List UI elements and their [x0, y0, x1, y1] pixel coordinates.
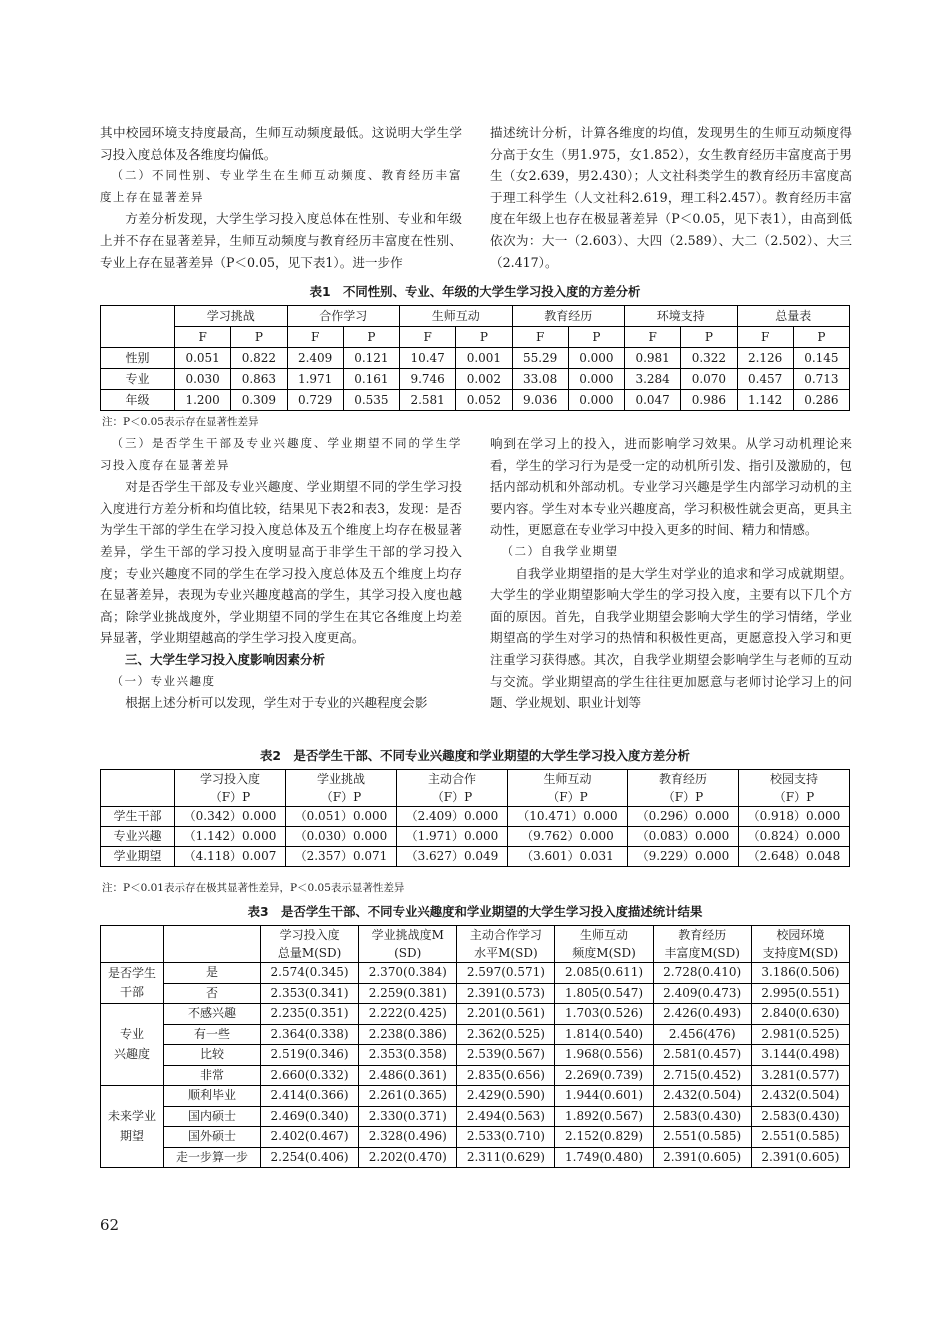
table-cell: （9.229）0.000 — [627, 847, 738, 867]
table-cell: 2.581(0.457) — [653, 1045, 751, 1066]
table-cell: 2.432(0.504) — [751, 1086, 849, 1107]
column-header: F — [625, 327, 681, 348]
table-cell: 0.051 — [175, 348, 231, 369]
table-cell: 2.370(0.384) — [359, 963, 457, 984]
column-header — [507, 770, 627, 807]
table1-note: 注：P＜0.05表示存在显著性差异 — [102, 416, 259, 428]
table-cell: 2.715(0.452) — [653, 1065, 751, 1086]
table-cell: 0.822 — [231, 348, 287, 369]
table-cell: 3.284 — [625, 369, 681, 390]
table-cell: 2.981(0.525) — [751, 1024, 849, 1045]
column-header: F — [287, 327, 343, 348]
table-cell: 3.186(0.506) — [751, 963, 849, 984]
table-cell: （2.409）0.000 — [396, 807, 507, 827]
table-cell: （0.030）0.000 — [285, 827, 396, 847]
table-row — [101, 1127, 850, 1148]
table-cell: 1.805(0.547) — [555, 983, 653, 1004]
table-cell: 2.728(0.410) — [653, 963, 751, 984]
header-subline: 总量M(SD) — [277, 946, 342, 960]
group-label-line: 兴趣度 — [113, 1046, 150, 1061]
header-subline: (SD) — [394, 946, 422, 960]
table-cell: 0.000 — [568, 369, 624, 390]
table-cell: 2.597(0.571) — [457, 963, 555, 984]
table-cell: 2.391(0.573) — [457, 983, 555, 1004]
corner-cell — [101, 770, 175, 807]
table-cell: 1.944(0.601) — [555, 1086, 653, 1107]
subsection-heading: （二）自我学业期望 — [501, 543, 619, 558]
table-cell: 0.000 — [568, 390, 624, 411]
table-cell: 2.995(0.551) — [751, 983, 849, 1004]
column-header — [285, 770, 396, 807]
table-row — [101, 1086, 850, 1107]
table-cell: 2.583(0.430) — [653, 1106, 751, 1127]
table-cell: 1.971 — [287, 369, 343, 390]
column-header: P — [793, 327, 849, 348]
table-cell: （3.601）0.031 — [507, 847, 627, 867]
table-cell: （1.971）0.000 — [396, 827, 507, 847]
paragraph: 自我学业期望指的是大学生对学业的追求和学习成就期望。大学生的学业期望影响大学生的学习投入度，主要有以下几个方面的原因。首先，自我学业期望会影响大学生的学习情绪，学业期望高的学生对学习的热情和积极性更高，更愿意投入学习和更注重学习获得感。其次，自我学业期望会影响学生与老师的互动与交流。学业期望高的学生往往更加愿意与老师讨论学习上的问题、学业规划、职业计划等 — [490, 565, 852, 711]
header-line: 教育经历 — [658, 772, 707, 786]
header-line: 学习投入度 — [199, 772, 260, 786]
table-cell: （0.918）0.000 — [738, 807, 849, 827]
table-row — [101, 1147, 850, 1168]
table-cell: 2.409(0.473) — [653, 983, 751, 1004]
subheader-row — [101, 327, 850, 348]
column-header: P — [456, 327, 512, 348]
group-label-line: 干部 — [119, 985, 144, 999]
table-cell: 0.145 — [793, 348, 849, 369]
table-cell: （0.824）0.000 — [738, 827, 849, 847]
group-label-line: 是否学生 — [107, 965, 156, 980]
table-cell: 2.353(0.358) — [359, 1045, 457, 1066]
table-cell: 0.002 — [456, 369, 512, 390]
table-cell: 2.235(0.351) — [261, 1004, 359, 1025]
table3 — [100, 925, 850, 1168]
table-cell: 2.660(0.332) — [261, 1065, 359, 1086]
column-header: F — [400, 327, 456, 348]
table-cell: 2.259(0.381) — [359, 983, 457, 1004]
row-label: 是 — [164, 963, 261, 984]
table-cell: 2.152(0.829) — [555, 1127, 653, 1148]
table-cell: 2.426(0.493) — [653, 1004, 751, 1025]
table-cell: 2.222(0.425) — [359, 1004, 457, 1025]
table-row — [101, 1045, 850, 1066]
row-label: 学生干部 — [101, 807, 175, 827]
table-cell: 9.746 — [400, 369, 456, 390]
column-header — [627, 770, 738, 807]
header-subline: （F）P — [320, 790, 362, 804]
header-subline: （F）P — [547, 790, 588, 804]
header-line: 教育经历 — [678, 928, 727, 942]
column-group-header: 环境支持 — [625, 306, 738, 327]
table-cell: 0.001 — [456, 348, 512, 369]
subsection-heading: （一）专业兴趣度 — [111, 673, 216, 688]
table-cell: 2.519(0.346) — [261, 1045, 359, 1066]
header-subline: （F）P — [431, 790, 473, 804]
table-cell: 2.583(0.430) — [751, 1106, 849, 1127]
table-cell: 0.052 — [456, 390, 512, 411]
table-row — [101, 1106, 850, 1127]
table-row — [101, 1065, 850, 1086]
header-line: 校园环境 — [776, 928, 825, 942]
group-label-line: 专业 — [119, 1027, 144, 1041]
table-row — [101, 369, 850, 390]
row-label: 年级 — [101, 390, 175, 411]
column-header — [751, 926, 849, 963]
column-header — [396, 770, 507, 807]
table-cell: 0.309 — [231, 390, 287, 411]
header-subline: 丰富度M(SD) — [664, 946, 740, 960]
table-cell: 0.070 — [681, 369, 737, 390]
table-cell: 2.201(0.561) — [457, 1004, 555, 1025]
table-cell: 2.551(0.585) — [653, 1127, 751, 1148]
column-group-header: 总量表 — [737, 306, 850, 327]
table-cell: 2.539(0.567) — [457, 1045, 555, 1066]
table-cell: 0.286 — [793, 390, 849, 411]
header-row — [101, 306, 850, 327]
column-header — [261, 926, 359, 963]
table-cell: 3.144(0.498) — [751, 1045, 849, 1066]
column-header — [457, 926, 555, 963]
table-cell: 1.200 — [175, 390, 231, 411]
table-cell: （0.342）0.000 — [175, 807, 286, 827]
row-label: 走一步算一步 — [164, 1147, 261, 1168]
table-row — [101, 847, 850, 867]
table-row — [101, 1024, 850, 1045]
left-column-top — [100, 122, 462, 273]
header-subline: （F）P — [209, 790, 251, 804]
table1 — [100, 305, 850, 411]
table-cell: 2.840(0.630) — [751, 1004, 849, 1025]
header-subline: 频度M(SD) — [572, 946, 636, 960]
header-line: 生师互动 — [543, 772, 592, 786]
table-cell: 2.126 — [737, 348, 793, 369]
table-cell: 3.281(0.577) — [751, 1065, 849, 1086]
header-line: 生师互动 — [580, 928, 629, 942]
column-header: F — [737, 327, 793, 348]
table-cell: 2.391(0.605) — [653, 1147, 751, 1168]
table2-caption: 表2 是否学生干部、不同专业兴趣度和学业期望的大学生学习投入度方差分析 — [260, 748, 690, 763]
table-cell: 2.574(0.345) — [261, 963, 359, 984]
table-row — [101, 807, 850, 827]
table-cell: 2.085(0.611) — [555, 963, 653, 984]
table1-caption: 表1 不同性别、专业、年级的大学生学习投入度的方差分析 — [309, 284, 641, 299]
table-cell: 0.161 — [343, 369, 399, 390]
table-cell: 10.47 — [400, 348, 456, 369]
table-cell: 33.08 — [512, 369, 568, 390]
table-cell: 0.457 — [737, 369, 793, 390]
header-subline: 支持度M(SD) — [762, 946, 839, 960]
table-cell: 1.749(0.480) — [555, 1147, 653, 1168]
table-cell: （3.627）0.049 — [396, 847, 507, 867]
table-cell: 2.469(0.340) — [261, 1106, 359, 1127]
paragraph: 根据上述分析可以发现，学生对于专业的兴趣程度会影 — [125, 695, 428, 711]
table-row — [101, 983, 850, 1004]
table-cell: 1.142 — [737, 390, 793, 411]
header-subline: （F）P — [662, 790, 704, 804]
header-line: 主动合作学习 — [469, 928, 542, 942]
column-header — [653, 926, 751, 963]
left-column-middle — [100, 433, 462, 714]
table-cell: 2.391(0.605) — [751, 1147, 849, 1168]
table-cell: 0.322 — [681, 348, 737, 369]
table-cell: 1.968(0.556) — [555, 1045, 653, 1066]
column-header: P — [568, 327, 624, 348]
corner-cell — [101, 306, 175, 348]
table-cell: 0.729 — [287, 390, 343, 411]
table-cell: （2.648）0.048 — [738, 847, 849, 867]
row-label: 专业兴趣 — [101, 827, 175, 847]
row-label: 专业 — [101, 369, 175, 390]
paragraph: 方差分析发现，大学生学习投入度总体在性别、专业和年级上并不存在显著差异，生师互动频度与教育经历丰富度在性别、专业上存在显著差异（P＜0.05，见下表1）。进一步作 — [100, 211, 462, 270]
table-cell: 2.330(0.371) — [359, 1106, 457, 1127]
table-cell: 0.030 — [175, 369, 231, 390]
table-cell: 2.311(0.629) — [457, 1147, 555, 1168]
column-header: F — [175, 327, 231, 348]
row-label: 否 — [164, 983, 261, 1004]
paragraph: 对是否学生干部及专业兴趣度、学业期望不同的学生学习投入度进行方差分析和均值比较，结果见下表2和表3，发现：是否为学生干部的学生在学习投入度总体及五个维度上均存在极显著差异，学生干部的学习投入度明显高于非学生干部的学习投入度；专业兴趣度不同的学生在学习投入度总体及五个维度上均存在显著差异，表现为专业兴趣度越高的学生，其学习投入度也越高；除学业挑战度外，学业期望不同的学生在其它各维度上均差异显著，学业期望越高的学生学习投入度更高。 — [100, 479, 462, 646]
corner-cell — [164, 926, 261, 963]
table-cell: 2.364(0.338) — [261, 1024, 359, 1045]
table-cell: 1.892(0.567) — [555, 1106, 653, 1127]
column-header: P — [231, 327, 287, 348]
table-cell: 2.409 — [287, 348, 343, 369]
table-row — [101, 390, 850, 411]
column-header: P — [343, 327, 399, 348]
header-row — [101, 770, 850, 807]
table-cell: 55.29 — [512, 348, 568, 369]
right-column-middle — [490, 433, 852, 714]
page-number: 62 — [100, 1216, 120, 1234]
table-row — [101, 348, 850, 369]
table-cell: 2.494(0.563) — [457, 1106, 555, 1127]
row-group-label — [101, 1086, 164, 1168]
column-header: P — [681, 327, 737, 348]
table-cell: 2.353(0.341) — [261, 983, 359, 1004]
row-label: 学业期望 — [101, 847, 175, 867]
column-header — [175, 770, 286, 807]
table-cell: （9.762）0.000 — [507, 827, 627, 847]
table-cell: 2.238(0.386) — [359, 1024, 457, 1045]
header-line: 主动合作 — [427, 772, 476, 786]
table-cell: （10.471）0.000 — [507, 807, 627, 827]
table-cell: 2.429(0.590) — [457, 1086, 555, 1107]
header-subline: （F）P — [773, 790, 815, 804]
header-line: 学业挑战 — [316, 772, 365, 786]
table-cell: 2.551(0.585) — [751, 1127, 849, 1148]
table-row — [101, 1004, 850, 1025]
header-line: 校园支持 — [769, 772, 818, 786]
table-cell: 0.121 — [343, 348, 399, 369]
table-cell: 2.581 — [400, 390, 456, 411]
table-cell: 0.981 — [625, 348, 681, 369]
header-line: 学习投入度 — [279, 928, 340, 942]
row-label: 非常 — [164, 1065, 261, 1086]
table-cell: 0.863 — [231, 369, 287, 390]
header-row — [101, 926, 850, 963]
table-cell: 9.036 — [512, 390, 568, 411]
subsection-heading: （三）是否学生干部及专业兴趣度、学业期望不同的学生学习投入度存在显著差异 — [100, 436, 462, 472]
table-cell: （0.296）0.000 — [627, 807, 738, 827]
table-cell: 0.047 — [625, 390, 681, 411]
table-cell: 1.703(0.526) — [555, 1004, 653, 1025]
row-label: 不感兴趣 — [164, 1004, 261, 1025]
column-header — [738, 770, 849, 807]
table-cell: 2.432(0.504) — [653, 1086, 751, 1107]
table-cell: 2.328(0.496) — [359, 1127, 457, 1148]
row-label: 国内硕士 — [164, 1106, 261, 1127]
table-cell: （1.142）0.000 — [175, 827, 286, 847]
table-cell: 2.533(0.710) — [457, 1127, 555, 1148]
row-group-label — [101, 1004, 164, 1086]
table-cell: 2.414(0.366) — [261, 1086, 359, 1107]
row-label: 顺利毕业 — [164, 1086, 261, 1107]
header-line: 学业挑战度M — [371, 928, 444, 942]
right-column-top — [490, 122, 852, 273]
group-label-line: 期望 — [119, 1128, 144, 1143]
table-cell: 2.835(0.656) — [457, 1065, 555, 1086]
row-label: 性别 — [101, 348, 175, 369]
table2-note: 注：P＜0.01表示存在极其显著性差异，P＜0.05表示显著性差异 — [102, 882, 405, 894]
table-cell: 1.814(0.540) — [555, 1024, 653, 1045]
column-group-header: 教育经历 — [512, 306, 625, 327]
table-cell: 2.456(476) — [653, 1024, 751, 1045]
row-group-label — [101, 963, 164, 1004]
paragraph: 其中校园环境支持度最高，生师互动频度最低。这说明大学生学习投入度总体及各维度均偏低。 — [100, 125, 462, 162]
table-cell: 2.362(0.525) — [457, 1024, 555, 1045]
column-header — [359, 926, 457, 963]
table2 — [100, 769, 850, 867]
corner-cell — [101, 926, 164, 963]
table-cell: （4.118）0.007 — [175, 847, 286, 867]
table-cell: 0.713 — [793, 369, 849, 390]
column-group-header: 合作学习 — [287, 306, 400, 327]
table-cell: （2.357）0.071 — [285, 847, 396, 867]
table-cell: 2.202(0.470) — [359, 1147, 457, 1168]
table-cell: 0.000 — [568, 348, 624, 369]
row-label: 比较 — [164, 1045, 261, 1066]
paragraph: 响到在学习上的投入，进而影响学习效果。从学习动机理论来看，学生的学习行为是受一定的动机所引发、指引及激励的，包括内部动机和外部动机。专业学习兴趣是学生内部学习动机的主要内容。学生对本专业兴趣度高，学习积极性就会更高，更具主动性，更愿意在专业学习中投入更多的时间、精力和情感。 — [490, 436, 852, 538]
table-cell: 2.402(0.467) — [261, 1127, 359, 1148]
table-cell: 2.269(0.739) — [555, 1065, 653, 1086]
table-cell: （0.083）0.000 — [627, 827, 738, 847]
column-header — [555, 926, 653, 963]
table-cell: （0.051）0.000 — [285, 807, 396, 827]
table-cell: 0.986 — [681, 390, 737, 411]
section-heading: 三、大学生学习投入度影响因素分析 — [125, 651, 326, 667]
column-group-header: 生师互动 — [400, 306, 513, 327]
row-label: 国外硕士 — [164, 1127, 261, 1148]
column-group-header: 学习挑战 — [175, 306, 288, 327]
row-label: 有一些 — [164, 1024, 261, 1045]
table-cell: 2.261(0.365) — [359, 1086, 457, 1107]
table-cell: 2.254(0.406) — [261, 1147, 359, 1168]
table-row — [101, 827, 850, 847]
paragraph: 描述统计分析，计算各维度的均值，发现男生的生师互动频度得分高于女生（男1.975，女1.852），女生教育经历丰富度高于男生（女2.639，男2.430）；人文社科类学生的教育经历丰富度高于理工科学生（人文社科2.619，理工科2.457）。教育经历丰富度在年级上也存在极显著差异（P＜0.05，见下表1），由高到低依次为：大一（2.603）、大四（2.589）、大二（2.502）、大三（2.417）。 — [490, 125, 852, 270]
table3-caption: 表3 是否学生干部、不同专业兴趣度和学业期望的大学生学习投入度描述统计结果 — [247, 904, 703, 919]
group-label-line: 未来学业 — [107, 1109, 156, 1123]
column-header: F — [512, 327, 568, 348]
table-cell: 2.486(0.361) — [359, 1065, 457, 1086]
table-cell: 0.535 — [343, 390, 399, 411]
header-subline: 水平M(SD) — [474, 946, 538, 960]
table-row — [101, 963, 850, 984]
subsection-heading: （二）不同性别、专业学生在生师互动频度、教育经历丰富度上存在显著差异 — [100, 168, 462, 204]
